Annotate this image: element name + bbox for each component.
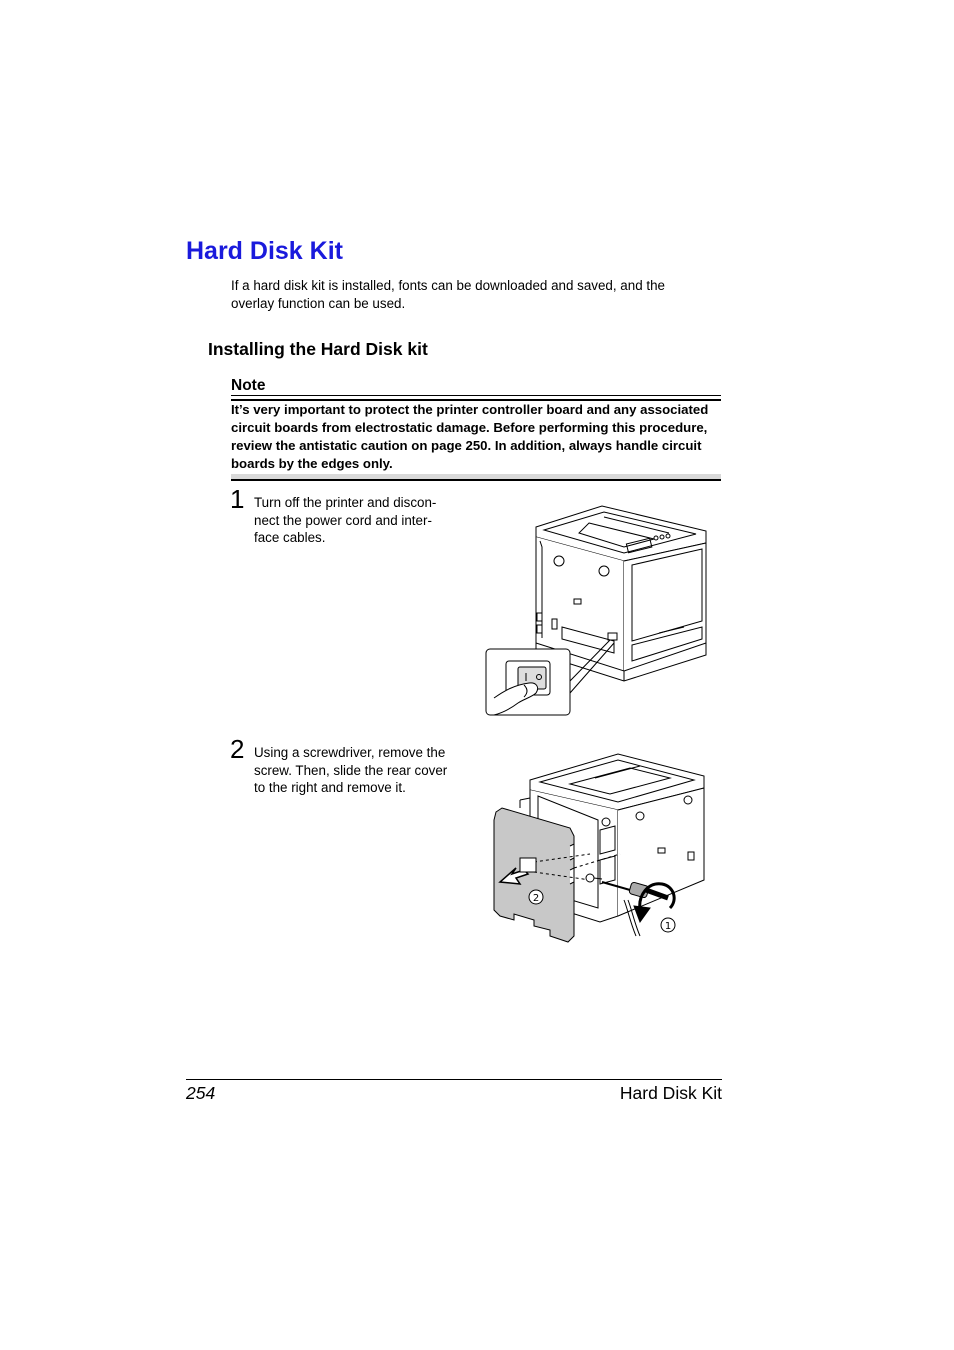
footer-rule xyxy=(186,1079,722,1080)
step-1-line-3: face cables. xyxy=(254,530,326,545)
printer-power-switch-illustration xyxy=(484,503,714,718)
note-label: Note xyxy=(231,377,266,394)
step-2-line-2: screw. Then, slide the rear cover xyxy=(254,762,448,778)
step-1-text xyxy=(254,494,464,547)
step-2-line-1: Using a screwdriver, remove the xyxy=(254,745,446,760)
step-1-line-2: nect the power cord and inter- xyxy=(254,512,432,528)
step-2-number: 2 xyxy=(230,734,245,764)
callout-2-label: 2 xyxy=(532,893,540,904)
step-2-text xyxy=(254,744,469,797)
footer-page-number: 254 xyxy=(186,1083,216,1103)
note-rule-bottom xyxy=(231,479,721,481)
rear-cover-removal-illustration xyxy=(490,750,715,946)
step-1-line-1: Turn off the printer and discon- xyxy=(254,495,437,510)
note-rule-top xyxy=(231,395,721,396)
page-title: Hard Disk Kit xyxy=(186,237,343,265)
callout-1-label: 1 xyxy=(664,921,672,932)
step-2-line-3: to the right and remove it. xyxy=(254,780,406,795)
intro-paragraph: If a hard disk kit is installed, fonts can be downloaded and saved, and the overlay function can be used. xyxy=(231,278,665,311)
section-subheading: Installing the Hard Disk kit xyxy=(208,339,428,359)
note-text: It’s very important to protect the printer controller board and any associated circuit boards from electrostatic damage. Before performing this procedure, review the antistatic caution on page 250. In addition, always handle circuit boards by the edges only. xyxy=(231,402,709,471)
step-1-number: 1 xyxy=(230,484,245,514)
footer-running-title: Hard Disk Kit xyxy=(619,1083,722,1103)
